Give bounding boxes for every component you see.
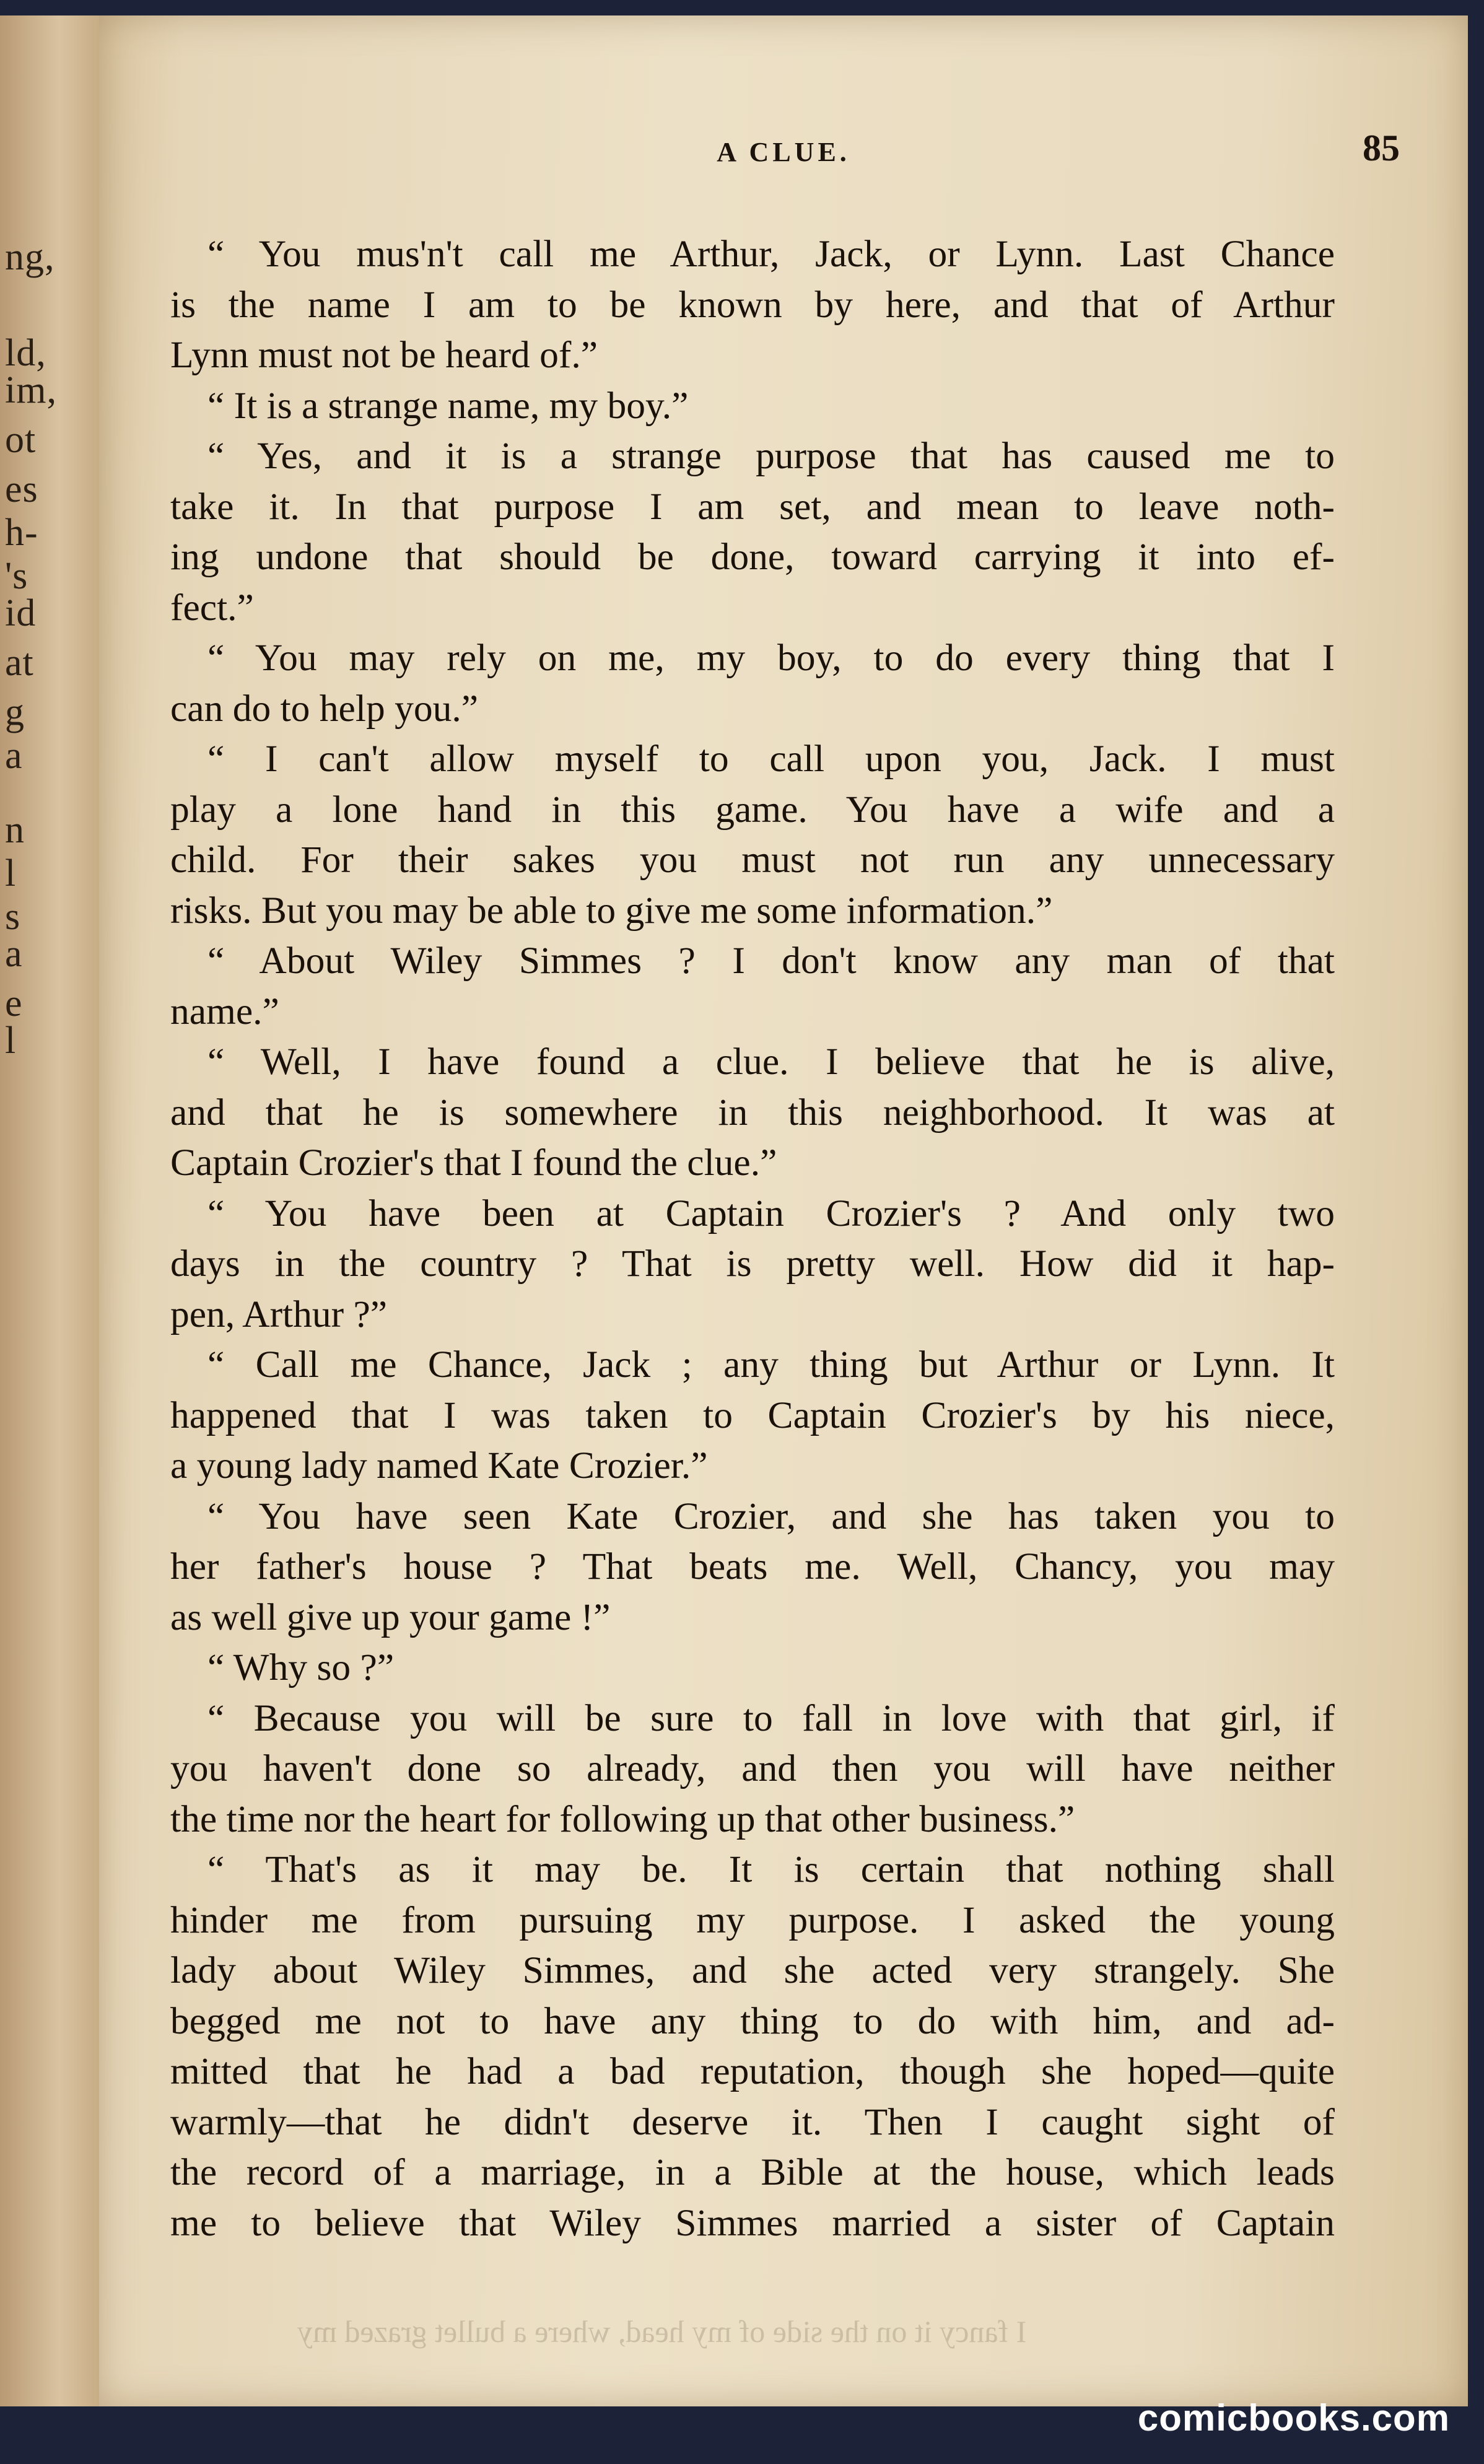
text-line: hinder me from pursuing my purpose. I asked the young: [170, 1898, 1335, 1941]
text-line: take it. In that purpose I am set, and mean to leave noth-: [170, 485, 1335, 528]
page-number: 85: [1363, 128, 1400, 168]
adjacent-page-fragment: n: [5, 809, 25, 851]
adjacent-page-fragment: im,: [5, 369, 57, 411]
text-line: pen, Arthur ?”: [170, 1293, 388, 1335]
adjacent-page-fragment: ld,: [5, 332, 46, 374]
text-line: “ You have seen Kate Crozier, and she has taken you to: [207, 1495, 1335, 1537]
text-line: “ You may rely on me, my boy, to do every thing that I: [207, 637, 1335, 679]
text-line: child. For their sakes you must not run any unnecessary: [170, 839, 1335, 881]
text-line: “ You have been at Captain Crozier's ? And only two: [207, 1192, 1335, 1234]
text-line: me to believe that Wiley Simmes married a sister of Captain: [170, 2201, 1335, 2244]
adjacent-page-fragment: s: [5, 896, 21, 938]
text-line: lady about Wiley Simmes, and she acted very strangely. She: [170, 1949, 1335, 1991]
text-line: risks. But you may be able to give me some information.”: [170, 889, 1053, 932]
text-line: “ Yes, and it is a strange purpose that has caused me to: [207, 435, 1335, 477]
adjacent-page-fragment: a: [5, 933, 23, 975]
text-line: “ About Wiley Simmes ? I don't know any man of that: [207, 940, 1335, 982]
text-line: warmly—that he didn't deserve it. Then I caught sight of: [170, 2100, 1335, 2143]
text-line: play a lone hand in this game. You have a wife and a: [170, 788, 1335, 831]
text-line: Captain Crozier's that I found the clue.”: [170, 1142, 777, 1184]
adjacent-page-fragment: ng,: [5, 236, 55, 278]
adjacent-page-fragment: l: [5, 852, 17, 894]
text-line: days in the country ? That is pretty well. How did it hap-: [170, 1243, 1335, 1285]
text-line: “ You mus'n't call me Arthur, Jack, or Lynn. Last Chance: [207, 233, 1335, 275]
text-line: you haven't done so already, and then you will have neither: [170, 1747, 1335, 1789]
adjacent-page-fragment: at: [5, 642, 34, 684]
text-line: “ Why so ?”: [207, 1646, 395, 1689]
text-line: can do to help you.”: [170, 687, 478, 730]
text-line: “ It is a strange name, my boy.”: [207, 384, 689, 427]
running-head: A CLUE.: [717, 137, 850, 167]
text-line: “ Because you will be sure to fall in love with that girl, if: [207, 1697, 1335, 1739]
adjacent-page-fragment: ot: [5, 419, 37, 461]
adjacent-page-fragment: a: [5, 735, 23, 777]
text-line: mitted that he had a bad reputation, though she hoped—quite: [170, 2050, 1335, 2092]
text-line: “ I can't allow myself to call upon you, Jack. I must: [207, 738, 1335, 780]
text-line: her father's house ? That beats me. Well, Chancy, you may: [170, 1545, 1335, 1588]
text-line: the time nor the heart for following up that other business.”: [170, 1798, 1075, 1840]
book-page: [99, 15, 1468, 2406]
watermark-logo: comicbooks.com: [1137, 2397, 1450, 2439]
body-text: [170, 229, 1335, 2248]
adjacent-page-fragment: es: [5, 468, 38, 510]
adjacent-page-fragment: l: [5, 1020, 17, 1062]
text-line: “ That's as it may be. It is certain that nothing shall: [207, 1848, 1335, 1890]
adjacent-page-fragment: g: [5, 691, 25, 733]
adjacent-page-fragment: e: [5, 982, 23, 1024]
adjacent-page-fragment: 's: [5, 555, 28, 597]
text-line: ing undone that should be done, toward carrying it into ef-: [170, 536, 1335, 578]
text-line: the record of a marriage, in a Bible at the house, which leads: [170, 2151, 1335, 2193]
adjacent-page-fragment: h-: [5, 512, 38, 554]
text-line: Lynn must not be heard of.”: [170, 334, 598, 376]
adjacent-page-edge: [0, 15, 102, 2406]
text-line: as well give up your game !”: [170, 1596, 611, 1638]
text-line: and that he is somewhere in this neighborhood. It was at: [170, 1091, 1335, 1134]
text-line: is the name I am to be known by here, and that of Arthur: [170, 283, 1335, 326]
adjacent-page-fragment: id: [5, 592, 37, 634]
text-line: “ Well, I have found a clue. I believe that he is alive,: [207, 1041, 1335, 1083]
text-line: happened that I was taken to Captain Crozier's by his niece,: [170, 1394, 1335, 1436]
text-line: begged me not to have any thing to do with him, and ad-: [170, 1999, 1335, 2042]
bleed-through-text: I fancy it on the side of my head, where a bullet grazed my: [297, 2314, 1027, 2349]
text-line: a young lady named Kate Crozier.”: [170, 1444, 708, 1487]
text-line: “ Call me Chance, Jack ; any thing but Arthur or Lynn. It: [207, 1343, 1335, 1386]
text-line: fect.”: [170, 586, 254, 629]
text-line: name.”: [170, 990, 279, 1033]
